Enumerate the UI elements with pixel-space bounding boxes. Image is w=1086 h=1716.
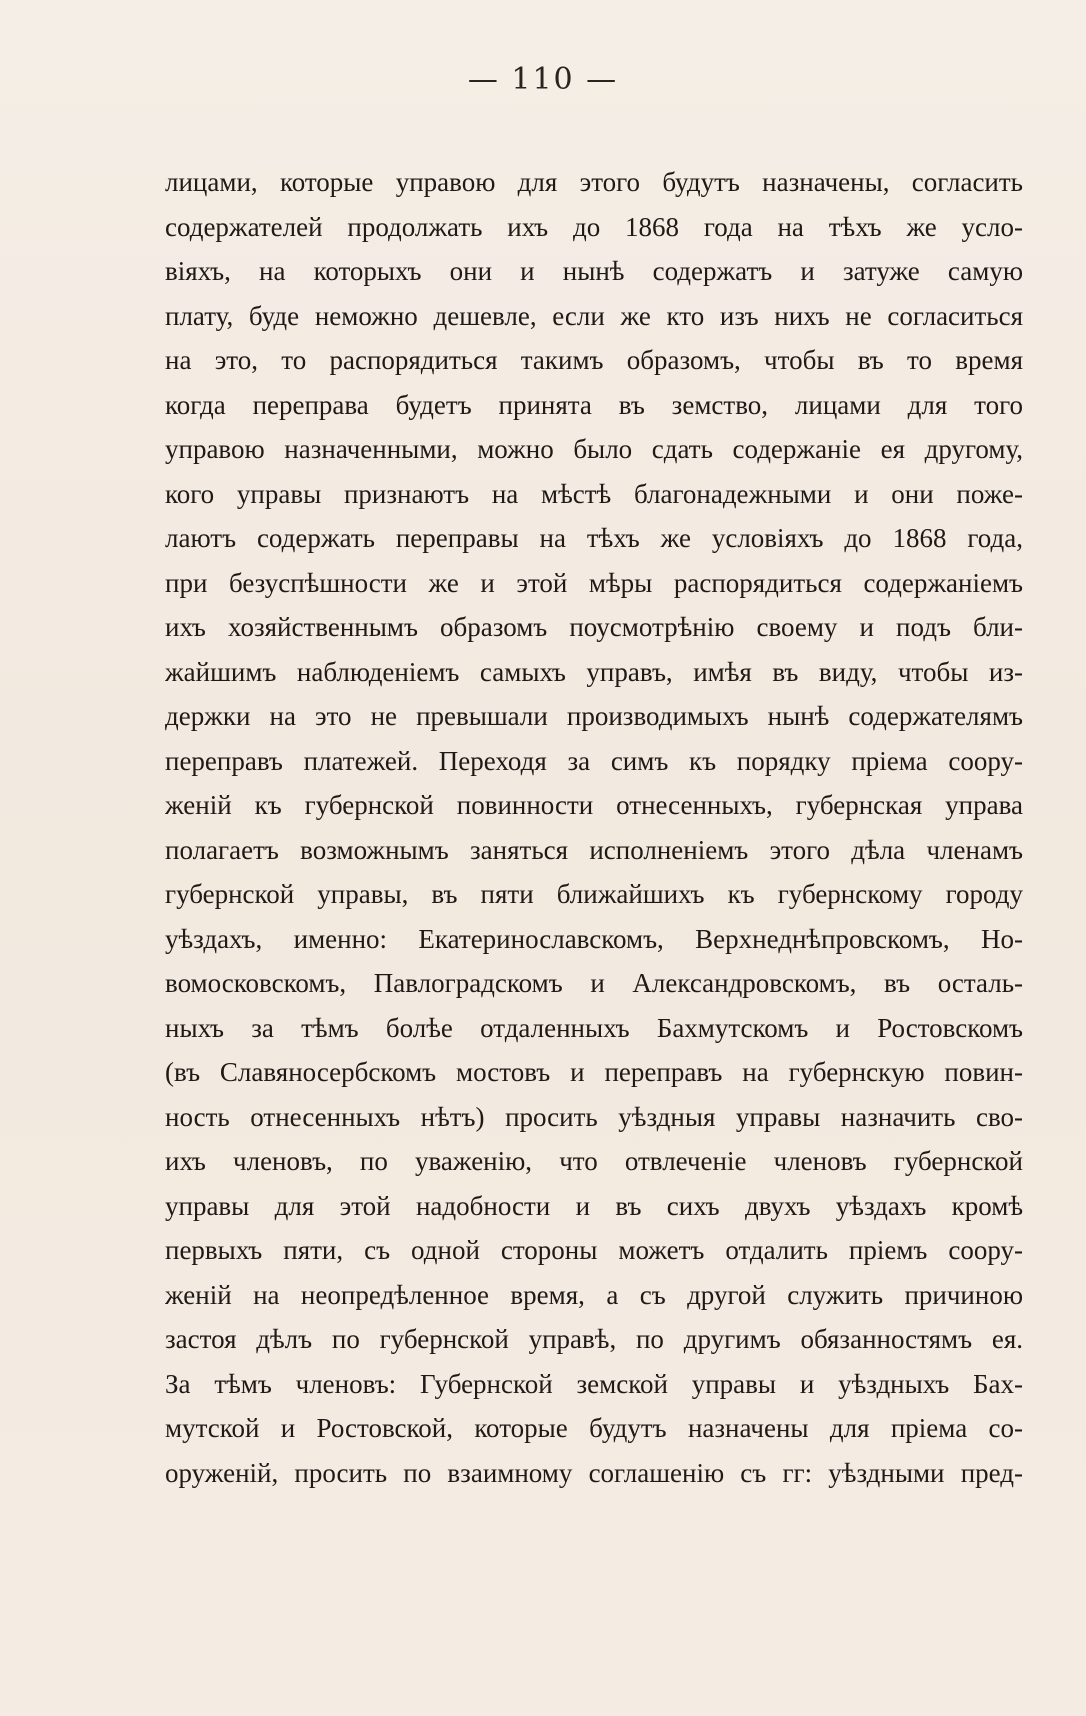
text-line: віяхъ, на которыхъ они и нынѣ содержатъ и затуже самую: [165, 256, 1023, 286]
body-text: [165, 160, 1023, 1495]
text-line: вомосковскомъ, Павлоградскомъ и Александровскомъ, въ осталь-: [165, 968, 1023, 998]
text-line: держки на это не превышали производимыхъ нынѣ содержателямъ: [165, 701, 1023, 731]
text-line: плату, буде неможно дешевле, если же кто изъ нихъ не согласиться: [165, 300, 1023, 331]
text-line: губернской управы, въ пяти ближайшихъ къ губернскому городу: [165, 879, 1023, 909]
text-line: при безуспѣшности же и этой мѣры распорядиться содержаніемъ: [165, 567, 1023, 598]
text-line: мутской и Ростовской, которые будутъ назначены для пріема со-: [165, 1413, 1023, 1443]
text-line: когда переправа будетъ принята въ земство, лицами для того: [165, 389, 1023, 420]
text-line: застоя дѣлъ по губернской управѣ, по другимъ обязанностямъ ея.: [165, 1324, 1023, 1354]
text-line: оруженій, просить по взаимному соглашенію съ гг: уѣздными пред-: [165, 1457, 1023, 1488]
text-line: женій къ губернской повинности отнесенныхъ, губернская управа: [165, 790, 1023, 820]
text-line: первыхъ пяти, съ одной стороны можетъ отдалить пріемъ соору-: [165, 1235, 1023, 1265]
text-line: женій на неопредѣленное время, а съ другой служить причиною: [165, 1279, 1023, 1310]
text-line: ность отнесенныхъ нѣтъ) просить уѣздныя управы назначить сво-: [165, 1101, 1023, 1132]
text-line: содержателей продолжать ихъ до 1868 года на тѣхъ же усло-: [165, 211, 1023, 242]
text-line: управы для этой надобности и въ сихъ двухъ уѣздахъ кромѣ: [165, 1190, 1023, 1221]
text-line: кого управы признаютъ на мѣстѣ благонадежными и они поже-: [165, 478, 1023, 509]
text-line: ихъ хозяйственнымъ образомъ поусмотрѣнію своему и подъ бли-: [165, 612, 1023, 642]
text-line: на это, то распорядиться такимъ образомъ, чтобы въ то время: [165, 345, 1023, 375]
text-line: лаютъ содержать переправы на тѣхъ же условіяхъ до 1868 года,: [165, 523, 1023, 553]
text-line: (въ Славяносербскомъ мостовъ и переправъ на губернскую повин-: [165, 1057, 1023, 1087]
text-line: полагаетъ возможнымъ заняться исполненіемъ этого дѣла членамъ: [165, 834, 1023, 865]
text-line: переправъ платежей. Переходя за симъ къ порядку пріема соору-: [165, 745, 1023, 776]
page-number-header: — 110 —: [467, 62, 619, 97]
text-line: жайшимъ наблюденіемъ самыхъ управъ, имѣя въ виду, чтобы из-: [165, 656, 1023, 687]
text-line: лицами, которые управою для этого будутъ назначены, согласить: [165, 167, 1023, 197]
text-line: ихъ членовъ, по уваженію, что отвлеченіе членовъ губернской: [165, 1146, 1023, 1176]
text-line: ныхъ за тѣмъ болѣе отдаленныхъ Бахмутскомъ и Ростовскомъ: [165, 1012, 1023, 1043]
text-line: управою назначенными, можно было сдать содержаніе ея другому,: [165, 434, 1023, 464]
text-line: За тѣмъ членовъ: Губернской земской управы и уѣздныхъ Бах-: [165, 1368, 1023, 1399]
text-line: уѣздахъ, именно: Екатеринославскомъ, Верхнеднѣпровскомъ, Но-: [165, 923, 1023, 954]
